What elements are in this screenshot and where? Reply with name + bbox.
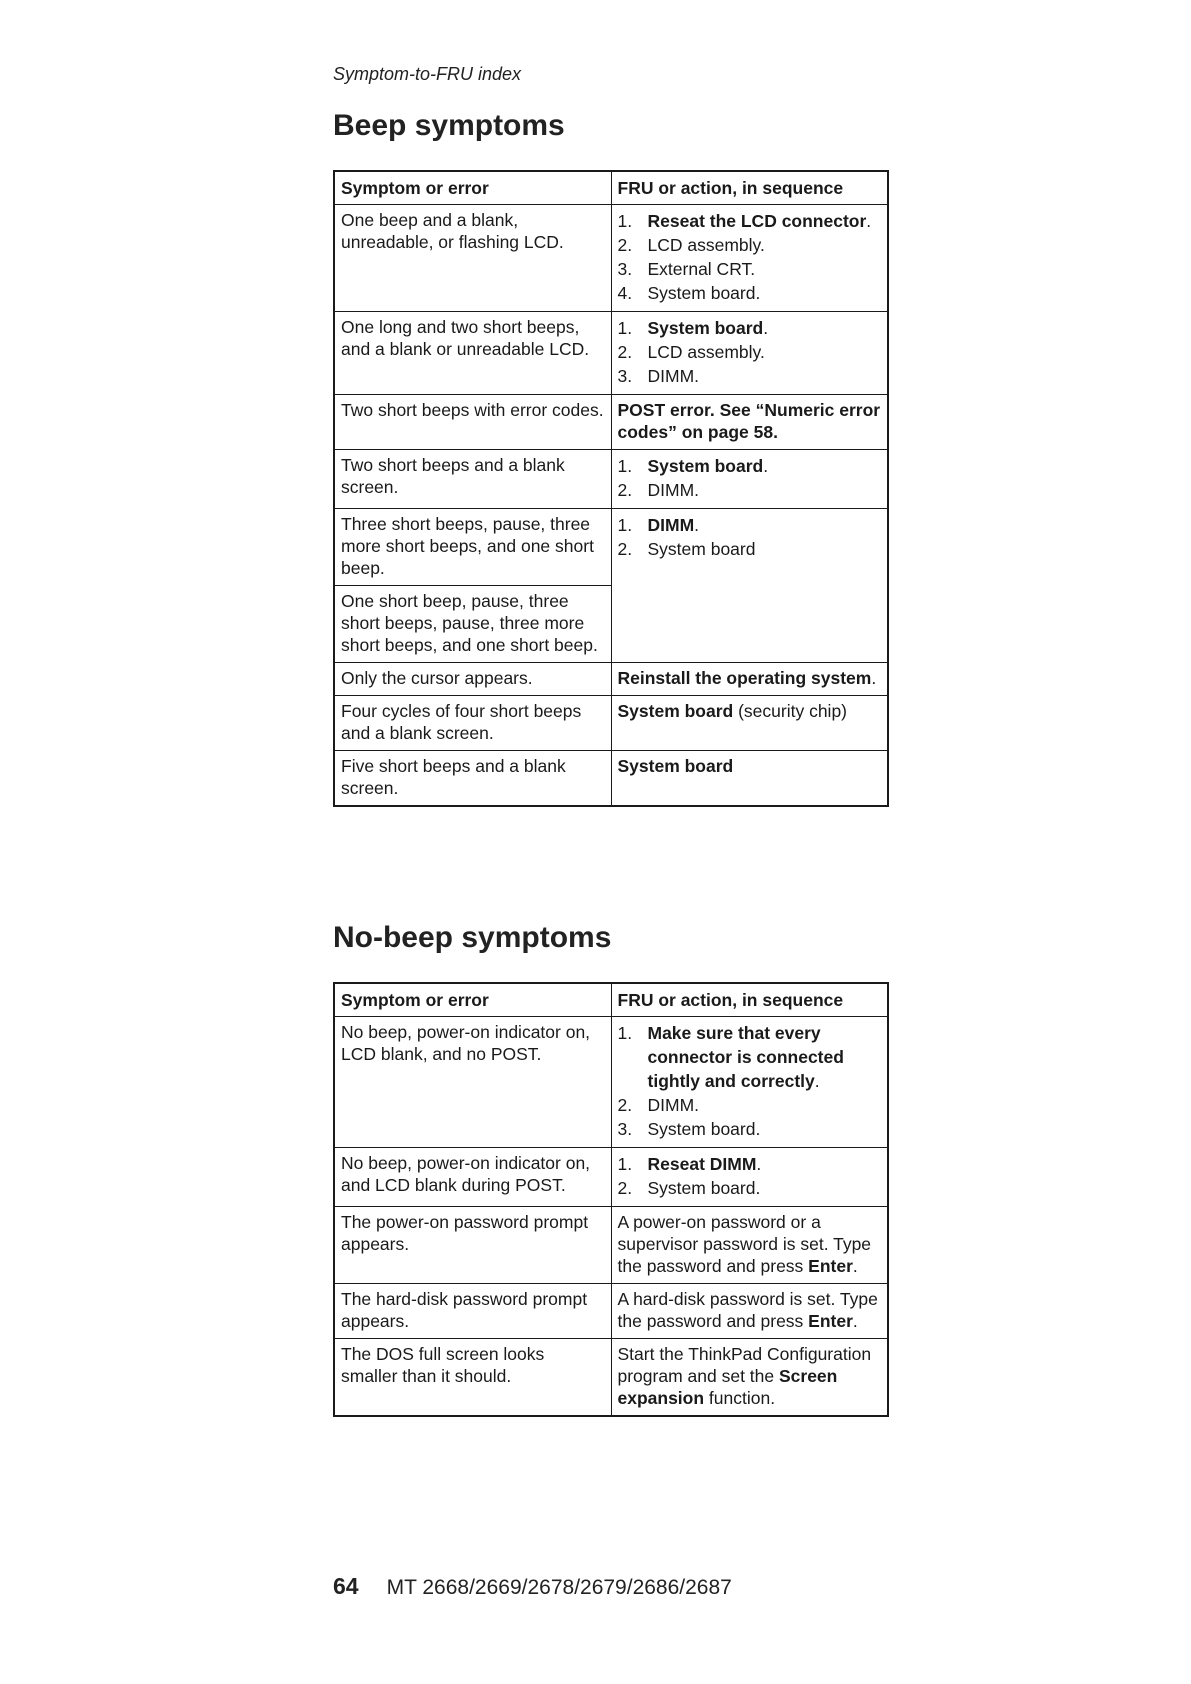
step-item: 2. System board xyxy=(617,539,756,559)
action-cell xyxy=(611,450,888,509)
action-cell xyxy=(611,1148,888,1207)
action-cell xyxy=(611,1017,888,1148)
no-beep-symptoms-title: No-beep symptoms xyxy=(333,921,612,954)
page-number: 64 xyxy=(333,1573,359,1599)
table-row xyxy=(334,1207,888,1284)
step-item: 3. DIMM. xyxy=(617,366,700,386)
action-cell: POST error. See “Numeric error codes” on page 58. xyxy=(611,395,888,450)
table-row xyxy=(334,312,888,395)
running-head: Symptom-to-FRU index xyxy=(333,64,522,84)
table-header-row xyxy=(334,171,888,205)
beep-symptoms-title: Beep symptoms xyxy=(333,109,565,142)
page-footer xyxy=(333,1573,732,1600)
table-row xyxy=(334,205,888,312)
step-item: 1. Make sure that every connector is connected tightly and correctly. xyxy=(617,1023,844,1091)
action-cell: A hard-disk password is set. Type the password and press Enter. xyxy=(611,1284,888,1339)
table-header-row xyxy=(334,983,888,1017)
symptom-cell: Three short beeps, pause, three more short beeps, and one short beep. xyxy=(334,509,611,586)
step-item: 1. Reseat the LCD connector. xyxy=(617,211,872,231)
step-item: 1. Reseat DIMM. xyxy=(617,1154,762,1174)
step-item: 3. System board. xyxy=(617,1119,761,1139)
table-row xyxy=(334,1017,888,1148)
beep-symptoms-table xyxy=(333,170,889,807)
step-item: 3. External CRT. xyxy=(617,259,756,279)
symptom-cell: Two short beeps with error codes. xyxy=(334,395,611,450)
action-cell: Start the ThinkPad Configuration program and set the Screen expansion function. xyxy=(611,1339,888,1417)
symptom-cell: Two short beeps and a blank screen. xyxy=(334,450,611,509)
symptom-cell: The DOS full screen looks smaller than it should. xyxy=(334,1339,611,1417)
action-cell xyxy=(611,312,888,395)
action-cell: System board xyxy=(611,751,888,807)
table-row xyxy=(334,1148,888,1207)
table-row xyxy=(334,450,888,509)
footer-title: MT 2668/2669/2678/2679/2686/2687 xyxy=(386,1576,732,1599)
table-row xyxy=(334,395,888,450)
step-item: 2. LCD assembly. xyxy=(617,342,765,362)
symptom-cell: The hard-disk password prompt appears. xyxy=(334,1284,611,1339)
step-item: 2. System board. xyxy=(617,1178,761,1198)
symptom-cell: No beep, power-on indicator on, and LCD blank during POST. xyxy=(334,1148,611,1207)
symptom-cell: Only the cursor appears. xyxy=(334,663,611,696)
step-item: 2. DIMM. xyxy=(617,480,700,500)
action-cell xyxy=(611,205,888,312)
column-header-symptom: Symptom or error xyxy=(334,983,611,1017)
table-row xyxy=(334,663,888,696)
step-item: 1. System board. xyxy=(617,318,769,338)
action-cell: Reinstall the operating system. xyxy=(611,663,888,696)
symptom-cell: One short beep, pause, three short beeps, pause, three more short beeps, and one short beep. xyxy=(334,586,611,663)
table-row xyxy=(334,1339,888,1417)
table-row xyxy=(334,696,888,751)
column-header-action: FRU or action, in sequence xyxy=(611,983,888,1017)
symptom-cell: The power-on password prompt appears. xyxy=(334,1207,611,1284)
column-header-symptom: Symptom or error xyxy=(334,171,611,205)
symptom-cell: One long and two short beeps, and a blank or unreadable LCD. xyxy=(334,312,611,395)
step-item: 1. DIMM. xyxy=(617,515,700,535)
table-row xyxy=(334,509,888,586)
step-item: 2. LCD assembly. xyxy=(617,235,765,255)
symptom-cell: Four cycles of four short beeps and a blank screen. xyxy=(334,696,611,751)
table-row xyxy=(334,1284,888,1339)
action-cell: System board (security chip) xyxy=(611,696,888,751)
symptom-cell: Five short beeps and a blank screen. xyxy=(334,751,611,807)
action-cell: A power-on password or a supervisor password is set. Type the password and press Enter. xyxy=(611,1207,888,1284)
column-header-action: FRU or action, in sequence xyxy=(611,171,888,205)
action-cell xyxy=(611,509,888,663)
step-item: 2. DIMM. xyxy=(617,1095,700,1115)
table-row xyxy=(334,751,888,807)
symptom-cell: No beep, power-on indicator on, LCD blank, and no POST. xyxy=(334,1017,611,1148)
step-item: 1. System board. xyxy=(617,456,769,476)
step-item: 4. System board. xyxy=(617,283,761,303)
symptom-cell: One beep and a blank, unreadable, or flashing LCD. xyxy=(334,205,611,312)
no-beep-symptoms-table xyxy=(333,982,889,1417)
